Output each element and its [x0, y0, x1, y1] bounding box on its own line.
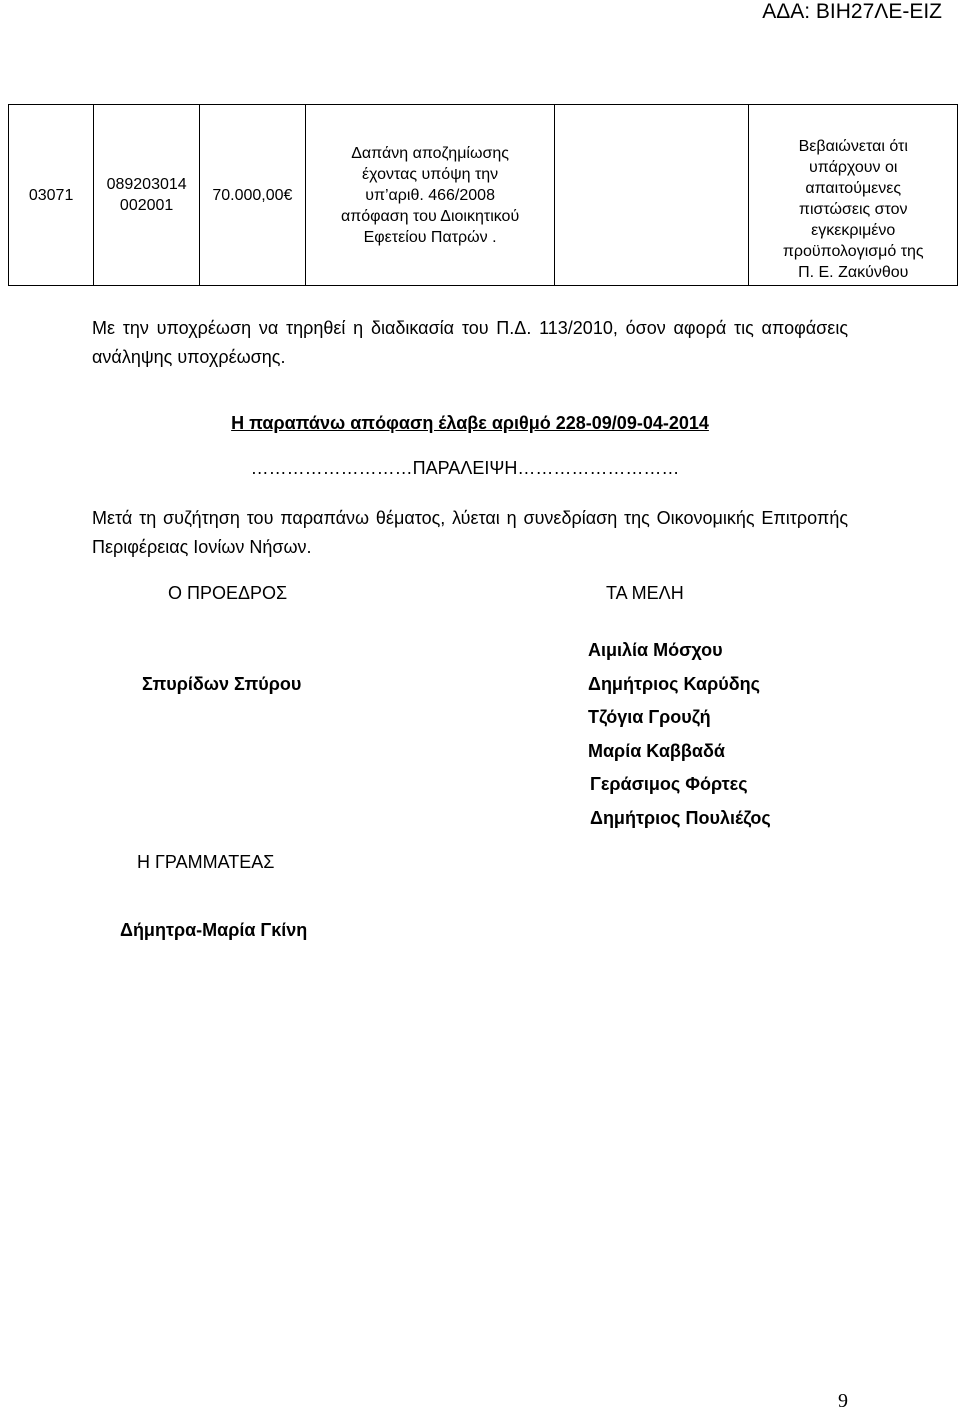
- account-line: 089203014: [106, 176, 187, 193]
- certification-line: προϋπολογισμό της: [782, 243, 924, 260]
- amount-value: 70.000,00: [212, 186, 284, 204]
- account-cell: [94, 105, 200, 286]
- closing-paragraph: Μετά τη συζήτηση του παραπάνω θέματος, λύεται η συνεδρίαση της Οικονομικής Επιτροπής Περιφέρειας Ιονίων Νήσων.: [92, 508, 848, 557]
- code-cell: [9, 105, 94, 286]
- member-name: Τζόγια Γρουζή: [588, 707, 711, 727]
- member-name: Γεράσιμος Φόρτες: [590, 774, 748, 794]
- certification-line: πιστώσεις στον: [798, 201, 908, 218]
- member-name: Μαρία Καββαδά: [588, 741, 725, 761]
- certification-line: Βεβαιώνεται ότι: [798, 138, 908, 155]
- secretary-name: Δήμητρα-Μαρία Γκίνη: [120, 920, 308, 940]
- description-line: Εφετείου Πατρών .: [363, 229, 497, 246]
- omission-marker: ………………………ΠΑΡΑΛΕΙΨΗ………………………: [250, 458, 680, 478]
- description-line: έχοντας υπόψη την: [362, 166, 499, 183]
- president-title: Ο ΠΡΟΕΔΡΟΣ: [168, 583, 288, 603]
- member-name: Δημήτριος Πουλιέζος: [590, 808, 771, 828]
- obligation-paragraph: Με την υποχρέωση να τηρηθεί η διαδικασία του Π.Δ. 113/2010, όσον αφορά τις αποφάσεις ανάληψης υποχρέωσης.: [92, 318, 848, 367]
- decision-number: Η παραπάνω απόφαση έλαβε αριθμό 228-09/09-04-2014: [231, 413, 709, 433]
- members-title: ΤΑ ΜΕΛΗ: [606, 583, 684, 603]
- certification-line: απαιτούμενες: [805, 180, 902, 197]
- member-name: Δημήτριος Καρύδης: [588, 674, 761, 694]
- president-name: Σπυρίδων Σπύρου: [142, 674, 302, 694]
- description-line: Δαπάνη αποζημίωσης: [351, 145, 509, 162]
- certification-line: υπάρχουν οι: [809, 159, 898, 176]
- description-line: υπ’αριθ. 466/2008: [365, 187, 495, 204]
- empty-cell: [555, 105, 749, 286]
- budget-table: [8, 104, 958, 286]
- member-name: Αιμιλία Μόσχου: [588, 640, 723, 660]
- description-cell: [305, 105, 555, 286]
- table-row: [9, 105, 958, 286]
- certification-cell: [749, 105, 958, 286]
- page-number: 9: [838, 1390, 848, 1412]
- code-value: 03071: [28, 186, 74, 204]
- euro-icon: €: [283, 186, 293, 204]
- description-line: απόφαση του Διοικητικού: [340, 208, 520, 225]
- amount-cell: [200, 105, 306, 286]
- certification-line: εγκεκριμένο: [811, 222, 896, 239]
- account-line: 002001: [119, 197, 174, 214]
- certification-line: Π. Ε. Ζακύνθου: [798, 264, 909, 281]
- ada-code: ΑΔΑ: ΒΙΗ27ΛΕ-ΕΙΖ: [762, 0, 942, 23]
- secretary-title: Η ΓΡΑΜΜΑΤΕΑΣ: [137, 852, 275, 872]
